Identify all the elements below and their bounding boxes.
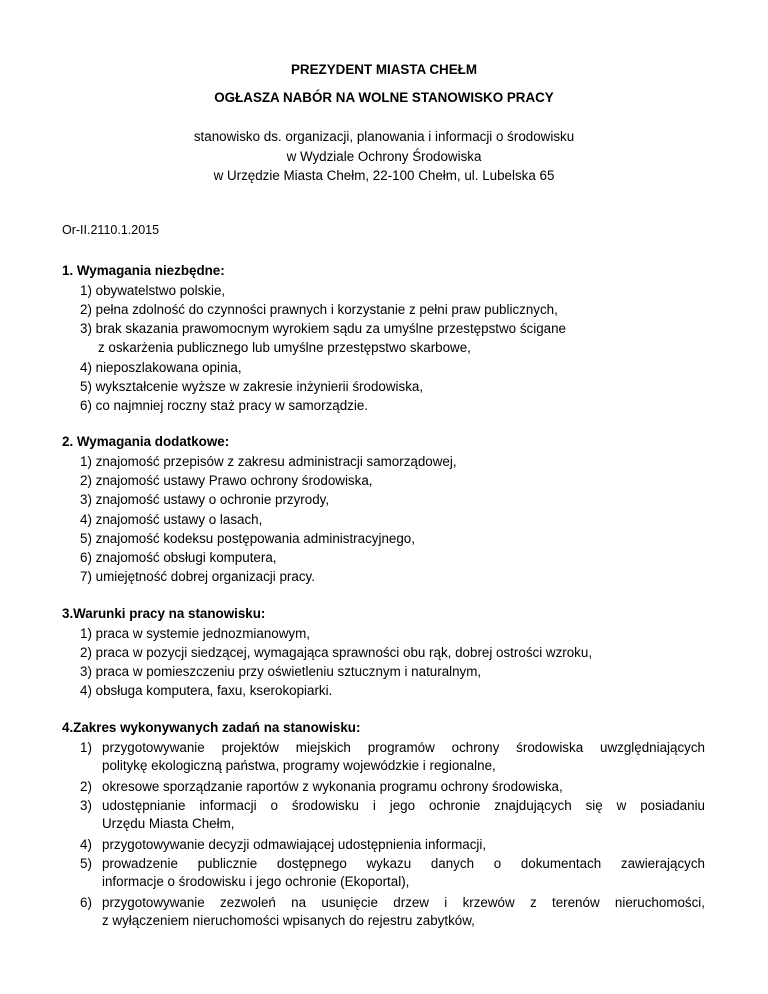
position-office: w Urzędzie Miasta Chełm, 22-100 Chełm, ul. Lubelska 65 [213, 168, 555, 183]
task-text-continuation: informacje o środowisku i jego ochronie (Ekoportal), [102, 874, 410, 889]
task-text: udostępnianie informacji o środowisku i jego ochronie znajdujących się w posiadaniu [102, 798, 705, 813]
task-number: 3) [80, 798, 92, 813]
task-number: 1) [80, 740, 92, 755]
task-text-continuation: politykę ekologiczną państwa, programy wojewódzkie i regionalne, [102, 758, 496, 773]
position-name: stanowisko ds. organizacji, planowania i informacji o środowisku [193, 129, 575, 144]
task-text-continuation: Urzędu Miasta Chełm, [102, 816, 235, 831]
list-item: 5) znajomość kodeksu postępowania administracyjnego, [80, 531, 415, 546]
position-department: w Wydziale Ochrony Środowiska [286, 149, 482, 164]
list-item: 7) umiejętność dobrej organizacji pracy. [80, 569, 315, 584]
task-text: przygotowywanie decyzji odmawiającej udostępnienia informacji, [102, 837, 487, 852]
reference-number: Or-II.2110.1.2015 [62, 223, 160, 237]
list-item: 6) znajomość obsługi komputera, [80, 550, 277, 565]
notice-issuer: PREZYDENT MIASTA CHEŁM [291, 62, 477, 77]
list-item: 3) praca w pomieszczeniu przy oświetleniu sztucznym i naturalnym, [80, 664, 482, 679]
section-4-title: 4.Zakres wykonywanych zadań na stanowisku: [62, 720, 361, 735]
list-item: 4) obsługa komputera, faxu, kserokopiarki. [80, 683, 333, 698]
task-text-continuation: z wyłączeniem nieruchomości wpisanych do rejestru zabytków, [102, 913, 475, 928]
list-item: 3) brak skazania prawomocnym wyrokiem sądu za umyślne przestępstwo ścigane [80, 321, 566, 336]
list-item: 4) nieposzlakowana opinia, [80, 360, 242, 375]
list-item: 2) pełna zdolność do czynności prawnych i korzystanie z pełni praw publicznych, [80, 302, 558, 317]
section-3-title: 3.Warunki pracy na stanowisku: [62, 606, 266, 621]
task-text: przygotowywanie projektów miejskich programów ochrony środowiska uwzględniających [102, 740, 705, 755]
list-item-continuation: z oskarżenia publicznego lub umyślne przestępstwo skarbowe, [98, 340, 471, 355]
list-item: 3) znajomość ustawy o ochronie przyrody, [80, 492, 330, 507]
list-item: 2) znajomość ustawy Prawo ochrony środowiska, [80, 473, 373, 488]
section-2-title: 2. Wymagania dodatkowe: [62, 434, 230, 449]
list-item: 6) co najmniej roczny staż pracy w samorządzie. [80, 398, 369, 413]
list-item: 4) znajomość ustawy o lasach, [80, 512, 263, 527]
task-text: prowadzenie publicznie dostępnego wykazu danych o dokumentach zawierających [102, 856, 705, 871]
section-1-title: 1. Wymagania niezbędne: [62, 263, 225, 278]
notice-title: OGŁASZA NABÓR NA WOLNE STANOWISKO PRACY [214, 90, 554, 105]
list-item: 2) praca w pozycji siedzącej, wymagająca sprawności obu rąk, dobrej ostrości wzroku, [80, 645, 593, 660]
list-item: 1) znajomość przepisów z zakresu administracji samorządowej, [80, 454, 457, 469]
task-number: 6) [80, 895, 92, 910]
list-item: 1) praca w systemie jednozmianowym, [80, 626, 310, 641]
task-number: 5) [80, 856, 92, 871]
task-number: 4) [80, 837, 92, 852]
list-item: 1) obywatelstwo polskie, [80, 283, 226, 298]
task-text: przygotowywanie zezwoleń na usunięcie drzew i krzewów z terenów nieruchomości, [102, 895, 705, 910]
task-text: okresowe sporządzanie raportów z wykonania programu ochrony środowiska, [102, 779, 563, 794]
task-number: 2) [80, 779, 92, 794]
list-item: 5) wykształcenie wyższe w zakresie inżynierii środowiska, [80, 379, 424, 394]
